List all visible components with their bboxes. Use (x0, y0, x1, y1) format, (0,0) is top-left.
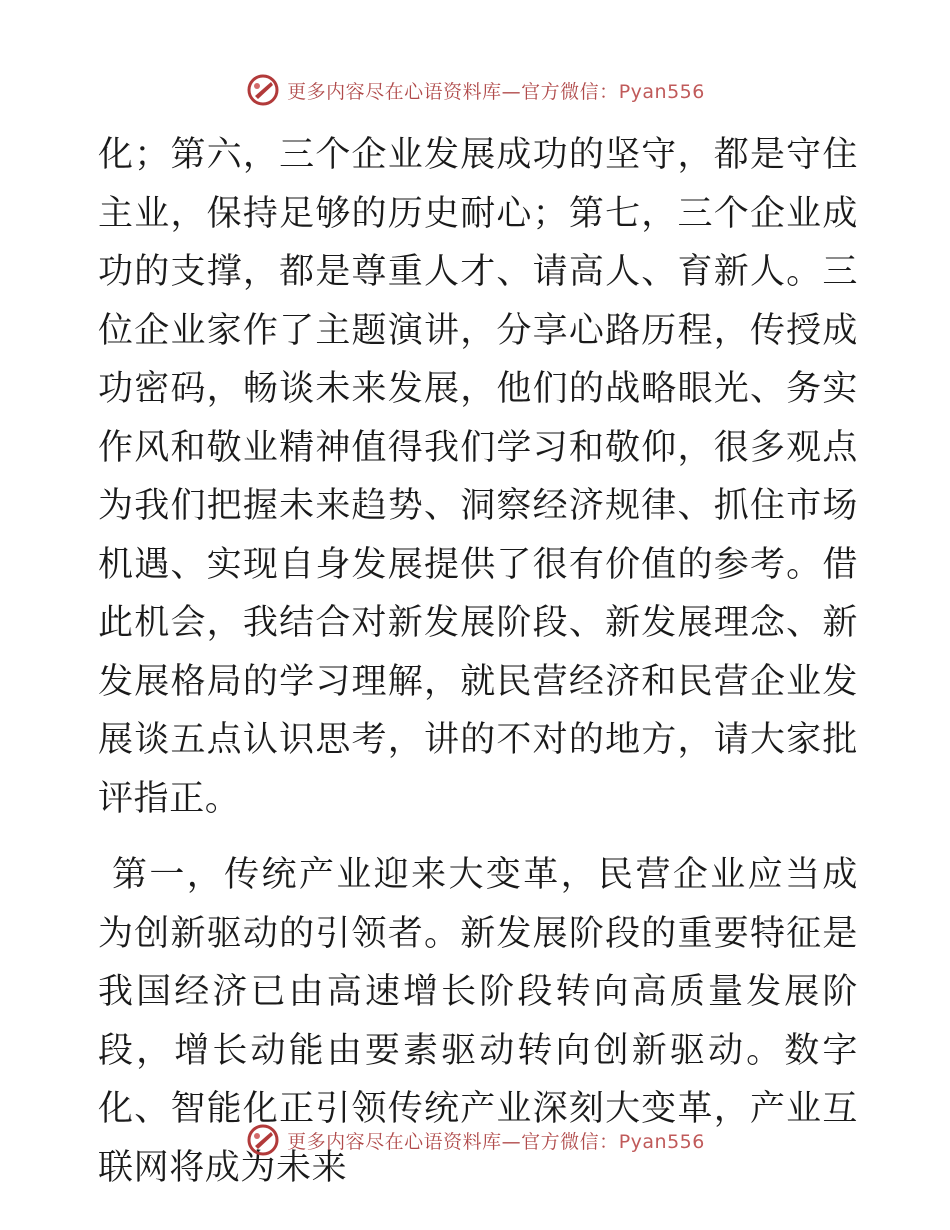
watermark-dash: — (501, 80, 522, 103)
brand-logo-icon (245, 72, 281, 108)
paragraph-2: 第一，传统产业迎来大变革，民营企业应当成为创新驱动的引领者。新发展阶段的重要特征是我国经济已由高速增长阶段转向高质量发展阶段，增长动能由要素驱动转向创新驱动。数字化、智能化正引领传统产业深刻大变革，产业互联网将成为未来 (98, 855, 858, 1188)
watermark-wechat-id: Pyan556 (618, 1130, 705, 1153)
watermark-main-text: 更多内容尽在心语资料库 (287, 80, 502, 103)
watermark-wechat-id: Pyan556 (618, 80, 705, 103)
watermark-main-text: 更多内容尽在心语资料库 (287, 1130, 502, 1153)
watermark-wechat-label: 官方微信： (521, 80, 619, 103)
watermark-wechat-label: 官方微信： (521, 1130, 619, 1153)
paragraph-1: 化；第六，三个企业发展成功的坚守，都是守住主业，保持足够的历史耐心；第七，三个企业成功的支撑，都是尊重人才、请高人、育新人。三位企业家作了主题演讲，分享心路历程，传授成功密码，畅谈未来发展，他们的战略眼光、务实作风和敬业精神值得我们学习和敬仰，很多观点为我们把握未来趋势、洞察经济规律、抓住市场机遇、实现自身发展提供了很有价值的参考。借此机会，我结合对新发展阶段、新发展理念、新发展格局的学习理解，就民营经济和民营企业发展谈五点认识思考，讲的不对的地方，请大家批评指正。 (98, 135, 858, 819)
document-body (98, 126, 858, 1197)
brand-logo-icon (245, 1122, 281, 1158)
footer-watermark (0, 1120, 950, 1160)
header-watermark (0, 70, 950, 110)
watermark-dash: — (501, 1130, 522, 1153)
